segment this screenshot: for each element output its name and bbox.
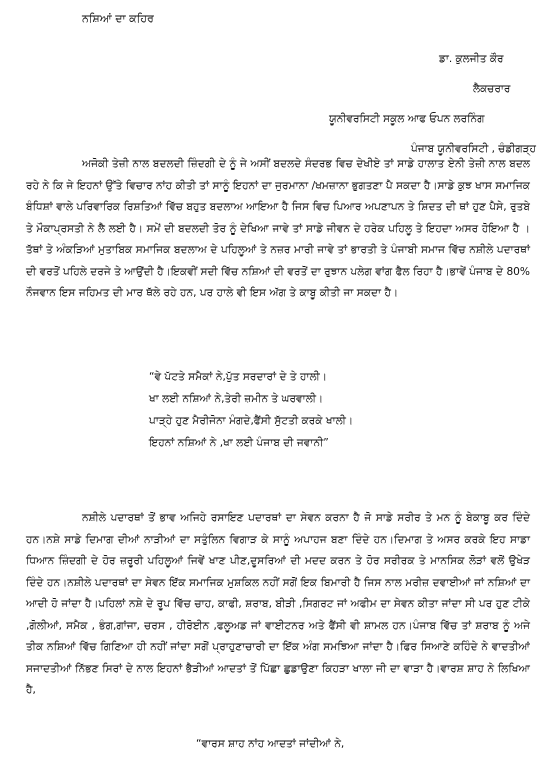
author-school: ਯੂਨੀਵਰਸਿਟੀ ਸਕੂਲ ਆਫ ਓਪਨ ਲਰਨਿੰਗ xyxy=(329,113,485,125)
author-name: ਡਾ. ਕੁਲਜੀਤ ਕੌਰ xyxy=(439,53,504,65)
poem-2-first-line: “ਵਾਰਸ ਸ਼ਾਹ ਨਾਂਹ ਆਦਤਾਂ ਜਾਂਦੀਆਂ ਨੇ, xyxy=(196,738,345,750)
poem-verse xyxy=(149,366,353,454)
paragraph-intro-text: ਅਜੋਕੀ ਤੇਜ਼ੀ ਨਾਲ ਬਦਲਦੀ ਜ਼ਿੰਦਗੀ ਦੇ ਨੂੰ ਜੇ ਅਸੀਂ ਬਦਲਦੇ ਸੰਦਰਭ ਵਿਚ ਦੇਖੀਏ ਤਾਂ ਸਾਡੇ ਹਾਲਾਤ ਏਨੀ ਤੇਜ਼ੀ ਨਾਲ ਬਦਲ ਰਹੇ ਨੇ ਕਿ ਜੇ ਇਹਨਾਂ ਉੱਤੇ ਵਿਚਾਰ ਨਾਂਹ ਕੀਤੀ ਤਾਂ ਸਾਨੂੰ ਇਹਨਾਂ ਦਾ ਜੁਰਮਾਨਾ /ਖਮਜ਼ਾਨਾ ਭੁਗਤਣਾ ਪੈ ਸਕਦਾ ਹੈ।ਸਾਡੇ ਕੁਝ ਖਾਸ ਸਮਾਜਿਕ ਬੰਧਿਸ਼ਾਂ ਵਾਲੇ ਪਰਿਵਾਰਿਕ ਰਿਸ਼ਤਿਆਂ ਵਿੱਚ ਬਹੁਤ ਬਦਲਾਅ ਆਇਆ ਹੈ ਜਿਸ ਵਿਚ ਪਿਆਰ ਅਪਣਾਪਨ ਤੇ ਸ਼ਿਦਤ ਦੀ ਥਾਂ ਹੁਣ ਪੈਸੇ, ਰੁਤਬੇ ਤੇ ਮੌਕਾਪ੍ਰਸਤੀ ਨੇ ਲੈ ਲਈ ਹੈ। ਸਮੇਂ ਦੀ ਬਦਲਦੀ ਤੋਰ ਨੂੰ ਦੇਖਿਆ ਜਾਵੇ ਤਾਂ ਸਾਡੇ ਜੀਵਨ ਦੇ ਹਰੇਕ ਪਹਿਲੂ ਤੇ ਇਹਦਾ ਅਸਰ ਹੋਇਆ ਹੈ । ਤੱਥਾਂ ਤੇ ਅੰਕੜਿਆਂ ਮੁਤਾਬਿਕ ਸਮਾਜਿਕ ਬਦਲਾਅ ਦੇ ਪਹਿਲੂਆਂ ਤੇ ਨਜ਼ਰ ਮਾਰੀ ਜਾਵੇ ਤਾਂ ਭਾਰਤੀ ਤੇ ਪੰਜਾਬੀ ਸਮਾਜ ਵਿੱਚ ਨਸ਼ੀਲੇ ਪਦਾਰਥਾਂ ਦੀ ਵਰਤੋਂ ਪਹਿਲੇ ਦਰਜੇ ਤੇ ਆਉਂਦੀ ਹੈ।ਇਕਵੀਂ ਸਦੀ ਵਿੱਚ ਨਸ਼ਿਆਂ ਦੀ ਵਰਤੋਂ ਦਾ ਰੁਝਾਨ ਪਲੇਗ ਵਾਂਗ ਫੈਲ ਰਿਹਾ ਹੈ।ਭਾਵੇਂ ਪੰਜਾਬ ਦੇ 80% ਨੌਜਵਾਨ ਇਸ ਜਹਿਮਤ ਦੀ ਮਾਰ ਥੱਲੇ ਰਹੇ ਹਨ, ਪਰ ਹਾਲੇ ਵੀ ਇਸ ਅੱਗ ਤੇ ਕਾਬੂ ਕੀਤੀ ਜਾ ਸਕਦਾ ਹੈ। xyxy=(26,158,530,299)
paragraph-drugs xyxy=(26,508,530,702)
paragraph-intro xyxy=(26,154,530,305)
poem-line: ਪਾੜ੍ਹੇ ਹੁਣ ਮੈਰੀਜੋਨਾ ਮੰਗਦੇ,ਫੈਂਸੀ ਸੁੱਟਤੀ ਕਰਕੇ ਖਾਲੀ। xyxy=(149,415,354,427)
author-university: ਪੰਜਾਬ ਯੂਨੀਵਰਸਿਟੀ , ਚੰਡੀਗੜ੍ਹ xyxy=(411,143,536,155)
poem-line: ਖਾ ਲਈ ਨਸ਼ਿਆਂ ਨੇ,ਤੇਰੀ ਜ਼ਮੀਨ ਤੇ ਘਰਵਾਲੀ। xyxy=(149,393,324,405)
poem-line: “ਵੇ ਪੱਟਤੇ ਸਮੈਕਾਂ ਨੇ,ਪੁੱਤ ਸਰਦਾਰਾਂ ਦੇ ਤੇ ਹਾਲੀ। xyxy=(149,371,327,383)
author-designation: ਲੈਕਚਰਾਰ xyxy=(473,83,511,95)
author-block xyxy=(329,44,536,164)
poem-line: ਇਹਨਾਂ ਨਸ਼ਿਆਂ ਨੇ ,ਖਾ ਲਈ ਪੰਜਾਬ ਦੀ ਜਵਾਨੀ” xyxy=(149,437,329,449)
paragraph-drugs-text: ਨਸ਼ੀਲੇ ਪਦਾਰਥਾਂ ਤੋਂ ਭਾਵ ਅਜਿਹੇ ਰਸਾਇਣ ਪਦਾਰਥਾਂ ਦਾ ਸੇਵਨ ਕਰਨਾ ਹੈ ਜੋ ਸਾਡੇ ਸਰੀਰ ਤੇ ਮਨ ਨੂੰ ਬੇਕਾਬੂ ਕਰ ਦਿੰਦੇ ਹਨ।ਨਸ਼ੇ ਸਾਡੇ ਦਿਮਾਗ ਦੀਆਂ ਨਾੜੀਆਂ ਦਾ ਸਤੁੰਲਿਨ ਵਿਗਾੜ ਕੇ ਸਾਨੂੰ ਅਪਾਹਜ ਬਣਾ ਦਿੰਦੇ ਹਨ।ਦਿਮਾਗ ਤੇ ਅਸਰ ਕਰਕੇ ਇਹ ਸਾਡਾ ਧਿਆਨ ਜ਼ਿੰਦਗੀ ਦੇ ਹੋਰ ਜ਼ਰੂਰੀ ਪਹਿਲੂਆਂ ਜਿਵੇਂ ਖਾਣ ਪੀਣ,ਦੂਸਰਿਆਂ ਦੀ ਮਦਦ ਕਰਨ ਤੇ ਹੋਰ ਸਰੀਰਕ ਤੇ ਮਾਨਸਿਕ ਲੋੜਾਂ ਵਲੋਂ ਉਖੇੜ ਦਿੰਦੇ ਹਨ।ਨਸ਼ੀਲੇ ਪਦਾਰਥਾਂ ਦਾ ਸੇਵਨ ਇੱਕ ਸਮਾਜਿਕ ਮੁਸ਼ਕਿਲ ਨਹੀਂ ਸਗੋਂ ਇਕ ਬਿਮਾਰੀ ਹੈ ਜਿਸ ਨਾਲ ਮਰੀਜ਼ ਦਵਾਈਆਂ ਜਾਂ ਨਸ਼ਿਆਂ ਦਾ ਆਦੀ ਹੋ ਜਾਂਦਾ ਹੈ।ਪਹਿਲਾਂ ਨਸ਼ੇ ਦੇ ਰੂਪ ਵਿੱਚ ਚਾਹ, ਕਾਫੀ, ਸ਼ਰਾਬ, ਬੀੜੀ ,ਸਿਗਰਟ ਜਾਂ ਅਫੀਮ ਦਾ ਸੇਵਨ ਕੀਤਾ ਜਾਂਦਾ ਸੀ ਪਰ ਹੁਣ ਟੀਕੇ ,ਗੋਲੀਆਂ, ਸਮੈਕ , ਭੰਗ,ਗਾਂਜਾ, ਚਰਸ , ਹੀਰੋਈਨ ,ਫਲੂਅਡ ਜਾਂ ਵਾਈਟਨਰ ਅਤੇ ਫੈਂਸੀ ਵੀ ਸ਼ਾਮਲ ਹਨ।ਪੰਜਾਬ ਵਿੱਚ ਤਾਂ ਸ਼ਰਾਬ ਨੂੰ ਅਜੇ ਤੀਕ ਨਸ਼ਿਆਂ ਵਿੱਚ ਗਿਣਿਆ ਹੀ ਨਹੀਂ ਜਾਂਦਾ ਸਗੋਂ ਪ੍ਰਾਹੁਣਾਚਾਰੀ ਦਾ ਇੱਕ ਅੰਗ ਸਮਝਿਆ ਜਾਂਦਾ ਹੈ।ਫਿਰ ਸਿਆਣੇ ਕਹਿੰਦੇ ਨੇ ਵਾਦਤੀਆਂ ਸਜਾਦਤੀਆਂ ਨਿੱਭਣ ਸਿਰਾਂ ਦੇ ਨਾਲ ਇਹਨਾਂ ਭੈੜੀਆਂ ਆਦਤਾਂ ਤੋਂ ਪਿੱਛਾ ਛੁਡਾਉਣਾ ਕਿਹੜਾ ਖਾਲਾ ਜੀ ਦਾ ਵਾੜਾ ਹੈ।ਵਾਰਸ਼ ਸ਼ਾਹ ਨੇ ਲਿਖਿਆ ਹੈ, xyxy=(26,512,530,696)
document-title: ਨਸ਼ਿਆਂ ਦਾ ਕਹਿਰ xyxy=(82,12,154,25)
